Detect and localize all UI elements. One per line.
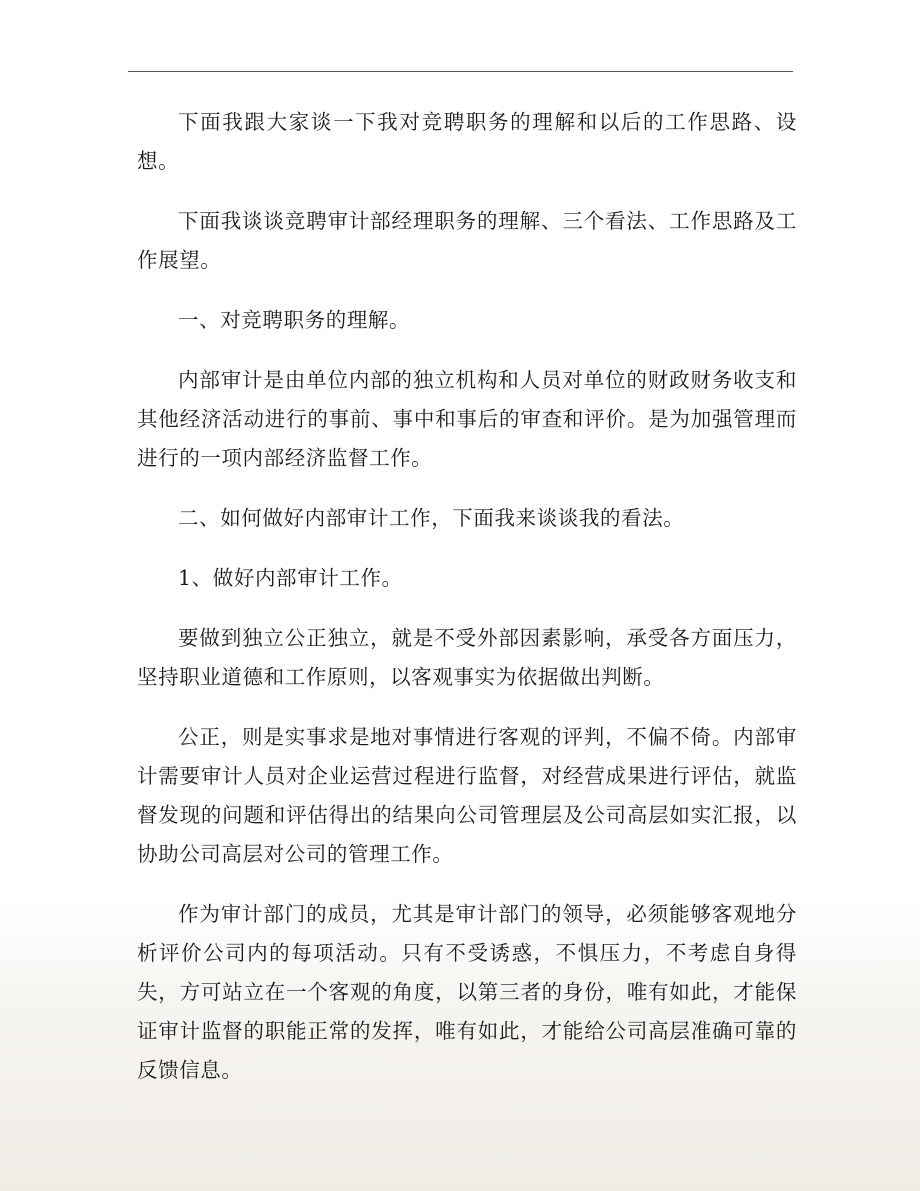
section-heading: 二、如何做好内部审计工作，下面我来谈谈我的看法。 xyxy=(178,506,685,530)
subsection-heading: 1、做好内部审计工作。 xyxy=(178,566,403,590)
paragraph: 公正，则是实事求是地对事情进行客观的评判，不偏不倚。内部审计需要审计人员对企业运营过程进行监督，对经营成果进行评估，就监督发现的问题和评估得出的结果向公司管理层及公司高层如实汇报，以协助公司高层对公司的管理工作。 xyxy=(137,725,797,866)
header-rule xyxy=(128,71,793,72)
paragraph: 下面我跟大家谈一下我对竞聘职务的理解和以后的工作思路、设想。 xyxy=(137,110,797,173)
section-heading: 一、对竞聘职务的理解。 xyxy=(178,308,411,332)
paragraph: 内部审计是由单位内部的独立机构和人员对单位的财政财务收支和其他经济活动进行的事前、事中和事后的审查和评价。是为加强管理而进行的一项内部经济监督工作。 xyxy=(137,368,797,470)
document-body xyxy=(137,103,797,1090)
paragraph: 下面我谈谈竞聘审计部经理职务的理解、三个看法、工作思路及工作展望。 xyxy=(137,209,797,272)
paragraph: 作为审计部门的成员，尤其是审计部门的领导，必须能够客观地分析评价公司内的每项活动。只有不受诱惑，不惧压力，不考虑自身得失，方可站立在一个客观的角度，以第三者的身份，唯有如此，才能保证审计监督的职能正常的发挥，唯有如此，才能给公司高层准确可靠的反馈信息。 xyxy=(137,902,797,1082)
paragraph: 要做到独立公正独立，就是不受外部因素影响，承受各方面压力，坚持职业道德和工作原则，以客观事实为依据做出判断。 xyxy=(137,626,797,689)
